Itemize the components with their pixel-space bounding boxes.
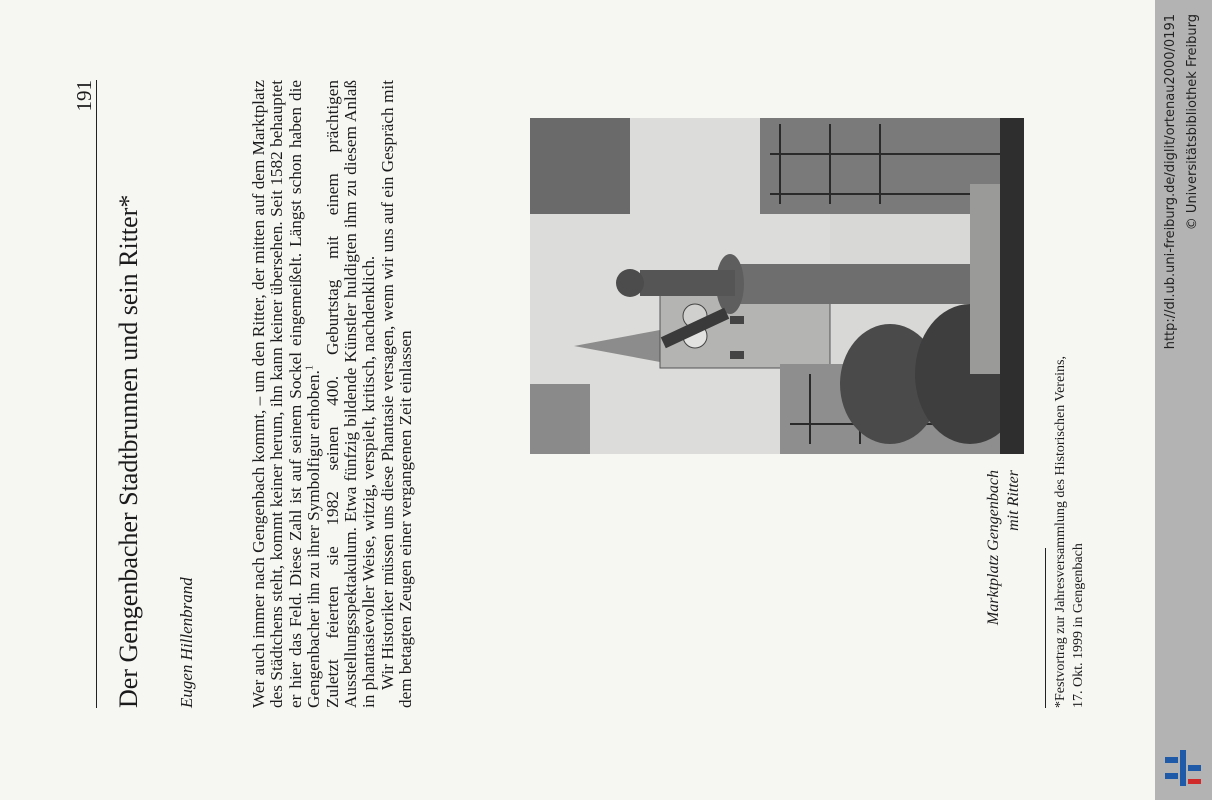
photo-caption: Marktplatz Gengenbach mit Ritter xyxy=(985,470,1022,626)
copyright-notice: © Universitätsbibliothek Freiburg xyxy=(1185,14,1200,231)
library-sidebar xyxy=(1155,0,1212,800)
paragraph: Zuletzt feierten sie 1982 seinen 400. Geburtstag mit einem prächtigen Ausstellungsspektakulum. Etwa fünfzig bildende Künstler huldigten ihm zu diesem Anlaß in phantasievoller Weise, witzig, verspielt, kritisch, nachdenklich. xyxy=(322,80,379,708)
source-url-link[interactable]: http://dl.ub.uni-freiburg.de/diglit/ortenau2000/0191 xyxy=(1163,14,1178,350)
marketplace-photo xyxy=(530,118,1024,454)
footnote: *Festvortrag zur Jahresversammlung des Historischen Vereins, 17. Okt. 1999 in Gengenbach xyxy=(1053,356,1086,708)
page-number: 191 xyxy=(72,80,96,112)
header-rule xyxy=(96,80,97,708)
paragraph: Wir Historiker müssen uns diese Phantasie versagen, wenn wir uns auf ein Gespräch mit dem betagten Zeugen einer vergangenen Zeit einlassen xyxy=(377,80,416,708)
article-title: Der Gengenbacher Stadtbrunnen und sein Ritter* xyxy=(114,194,143,708)
paragraph: Wer auch immer nach Gengenbach kommt, – um den Ritter, der mitten auf dem Marktplatz des Städtchens steht, kommt keiner herum, ihn kann keiner übersehen. Seit 1582 behauptet er hier das Feld. Diese Zahl ist auf seinem Sockel eingemeißelt. Längst schon haben die Gengenbacher ihn zu ihrer Symbolfigur erhoben.$^1$ xyxy=(249,80,324,708)
sidebar-text xyxy=(1155,0,1212,800)
footnote-rule xyxy=(1045,548,1046,708)
footnote-reference: 1 xyxy=(304,365,316,371)
author-name: Eugen Hillenbrand xyxy=(177,577,196,708)
body-text xyxy=(250,80,416,708)
ub-freiburg-logo-icon xyxy=(1163,748,1203,788)
